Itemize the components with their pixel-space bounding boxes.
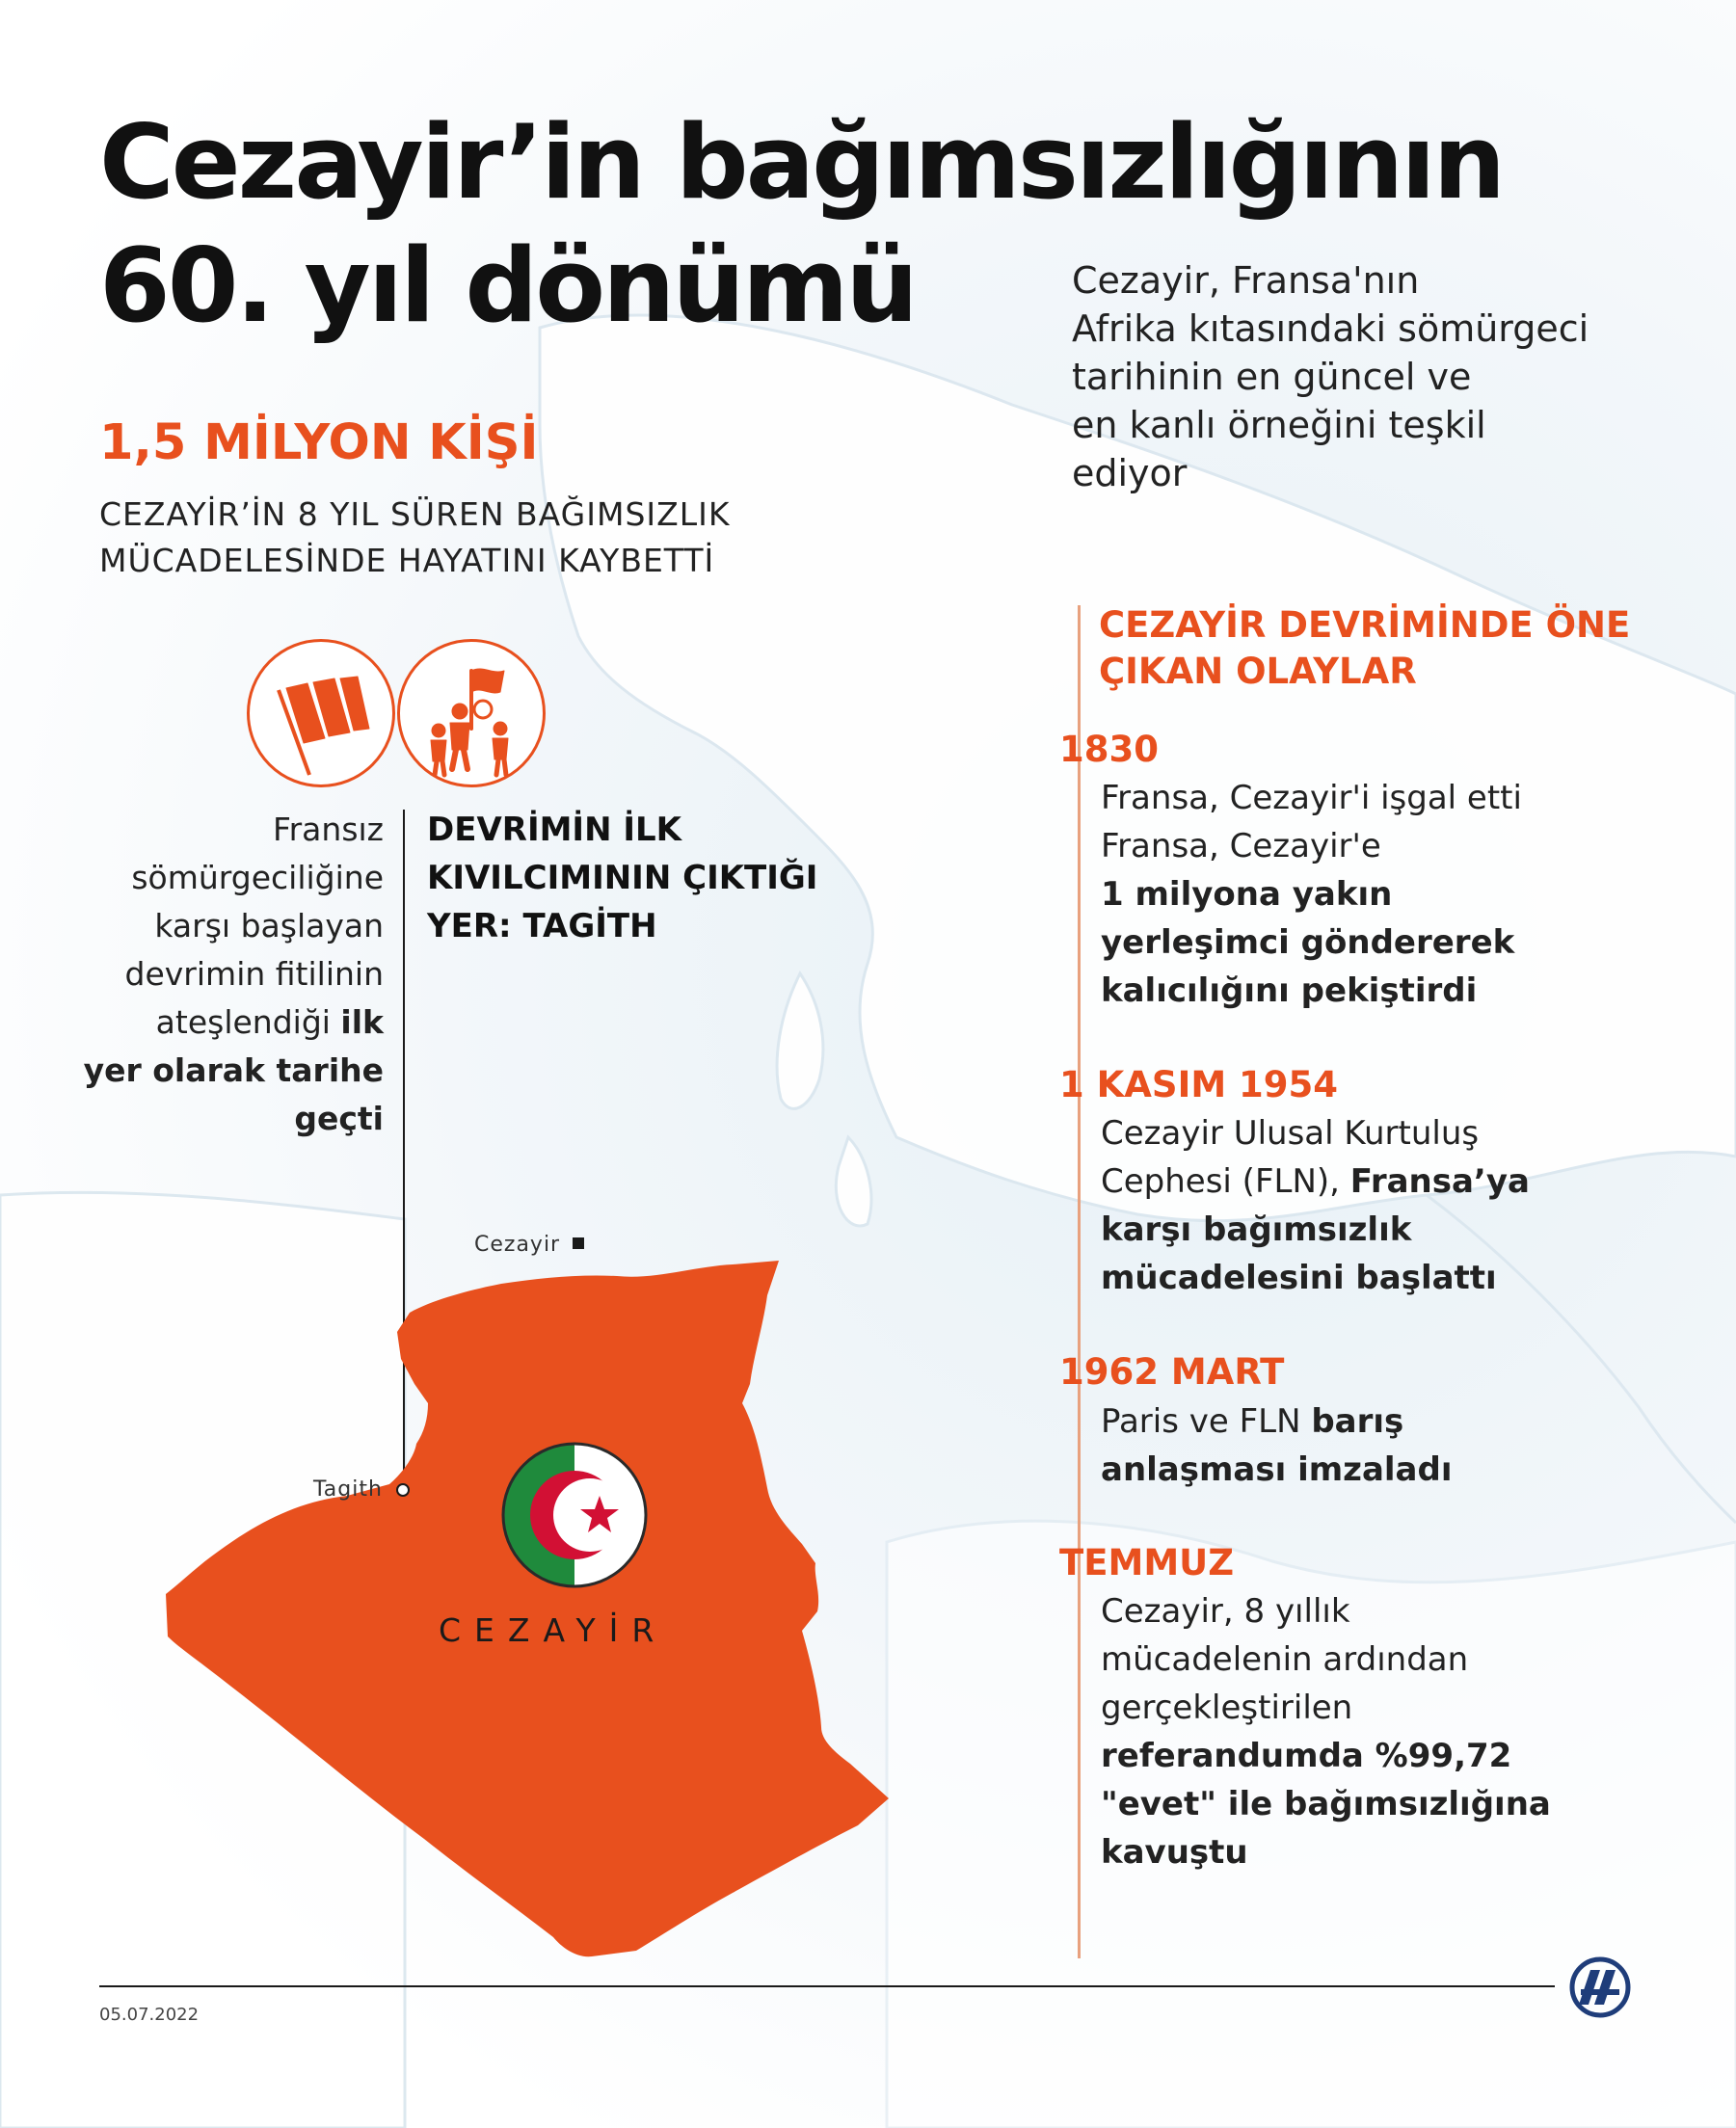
- event-line: yerleşimci göndererek: [1101, 923, 1515, 962]
- note-line: yer olarak tarihe: [83, 1051, 384, 1089]
- note-bold-text: ilk: [340, 1003, 384, 1041]
- aa-logo-icon: [1569, 1956, 1631, 2018]
- intro-line: en kanlı örneğini teşkil: [1072, 404, 1486, 446]
- timeline-heading-line: CEZAYİR DEVRİMİNDE ÖNE: [1099, 604, 1631, 646]
- revolution-origin-note: [58, 806, 384, 1143]
- casualty-description: [99, 492, 731, 584]
- intro-text: [1072, 256, 1669, 497]
- tagith-marker: [397, 1484, 409, 1496]
- heading-text: YER:: [427, 907, 523, 945]
- event-line: kavuştu: [1101, 1833, 1248, 1872]
- event-date: TEMMUZ: [1059, 1542, 1235, 1583]
- intro-line: Afrika kıtasındaki sömürgeci: [1072, 307, 1589, 350]
- capital-label: Cezayir: [474, 1233, 561, 1257]
- event-line: 1 milyona yakın: [1101, 875, 1393, 914]
- note-line: geçti: [294, 1100, 384, 1137]
- heading-line: [427, 902, 817, 950]
- page-title-line1: Cezayir’in bağımsızlığının: [99, 103, 1504, 222]
- capital-marker: [573, 1237, 584, 1249]
- note-line: Fransız: [273, 811, 384, 848]
- algeria-shape: [166, 1261, 889, 1956]
- event-bold-text: barış: [1311, 1402, 1404, 1441]
- note-line: devrimin fitilinin: [124, 955, 384, 993]
- event-line: [1101, 1157, 1530, 1206]
- event-line: Fransa, Cezayir'e: [1101, 827, 1381, 865]
- note-line: karşı başlayan: [154, 907, 384, 944]
- event-description: [1101, 1109, 1530, 1302]
- event-line: mücadelesini başlattı: [1101, 1259, 1497, 1297]
- note-line: [58, 998, 384, 1047]
- casualty-stat: 1,5 MİLYON KİŞİ: [99, 414, 539, 471]
- event-line: "evet" ile bağımsızlığına: [1101, 1785, 1551, 1823]
- algeria-flag-icon: [503, 1444, 646, 1586]
- place-name: TAGİTH: [522, 907, 657, 945]
- event-line: gerçekleştirilen: [1101, 1689, 1353, 1727]
- event-date: 1962 MART: [1059, 1351, 1285, 1393]
- event-line: Cezayir, 8 yıllık: [1101, 1592, 1350, 1631]
- intro-line: tarihinin en güncel ve: [1072, 356, 1472, 398]
- timeline-line: [1078, 605, 1081, 1958]
- flags-icon: [247, 639, 395, 787]
- event-line: [1101, 1397, 1453, 1446]
- country-label: CEZAYİR: [439, 1611, 668, 1649]
- event-line: anlaşması imzaladı: [1101, 1450, 1453, 1489]
- event-line: kalıcılığını pekiştirdi: [1101, 971, 1478, 1010]
- tagith-label: Tagith: [313, 1477, 383, 1502]
- footer-divider: [99, 1985, 1555, 1987]
- timeline-heading-line: ÇIKAN OLAYLAR: [1099, 651, 1417, 692]
- event-date: 1830: [1059, 729, 1159, 770]
- publish-date: 05.07.2022: [99, 2005, 200, 2025]
- first-spark-heading: [427, 806, 817, 950]
- protesters-icon: [397, 639, 546, 787]
- event-bold-text: Fransa’ya: [1349, 1162, 1530, 1201]
- casualty-description-line: CEZAYİR’İN 8 YIL SÜREN BAĞIMSIZLIK: [99, 495, 731, 533]
- intro-line: ediyor: [1072, 452, 1188, 494]
- event-line: referandumda %99,72: [1101, 1737, 1512, 1775]
- intro-line: Cezayir, Fransa'nın: [1072, 259, 1420, 302]
- event-line: Fransa, Cezayir'i işgal etti: [1101, 779, 1522, 817]
- note-text: ateşlendiği: [155, 1003, 341, 1041]
- timeline-heading: [1099, 602, 1630, 695]
- event-line: karşı bağımsızlık: [1101, 1210, 1412, 1249]
- event-line: mücadelenin ardından: [1101, 1640, 1469, 1679]
- heading-line: KIVILCIMININ ÇIKTIĞI: [427, 859, 818, 897]
- heading-line: DEVRİMİN İLK: [427, 811, 682, 849]
- note-line: sömürgeciliğine: [131, 859, 384, 896]
- page-title-line2: 60. yıl dönümü: [99, 226, 916, 345]
- event-description: [1101, 774, 1522, 1015]
- event-description: [1101, 1587, 1551, 1876]
- event-description: [1101, 1397, 1453, 1494]
- event-text: Cephesi (FLN),: [1101, 1162, 1350, 1201]
- event-line: Cezayir Ulusal Kurtuluş: [1101, 1114, 1480, 1153]
- event-date: 1 KASIM 1954: [1059, 1064, 1339, 1105]
- algeria-map: [0, 1195, 964, 1966]
- casualty-description-line: MÜCADELESİNDE HAYATINI KAYBETTİ: [99, 542, 715, 579]
- event-text: Paris ve FLN: [1101, 1402, 1312, 1441]
